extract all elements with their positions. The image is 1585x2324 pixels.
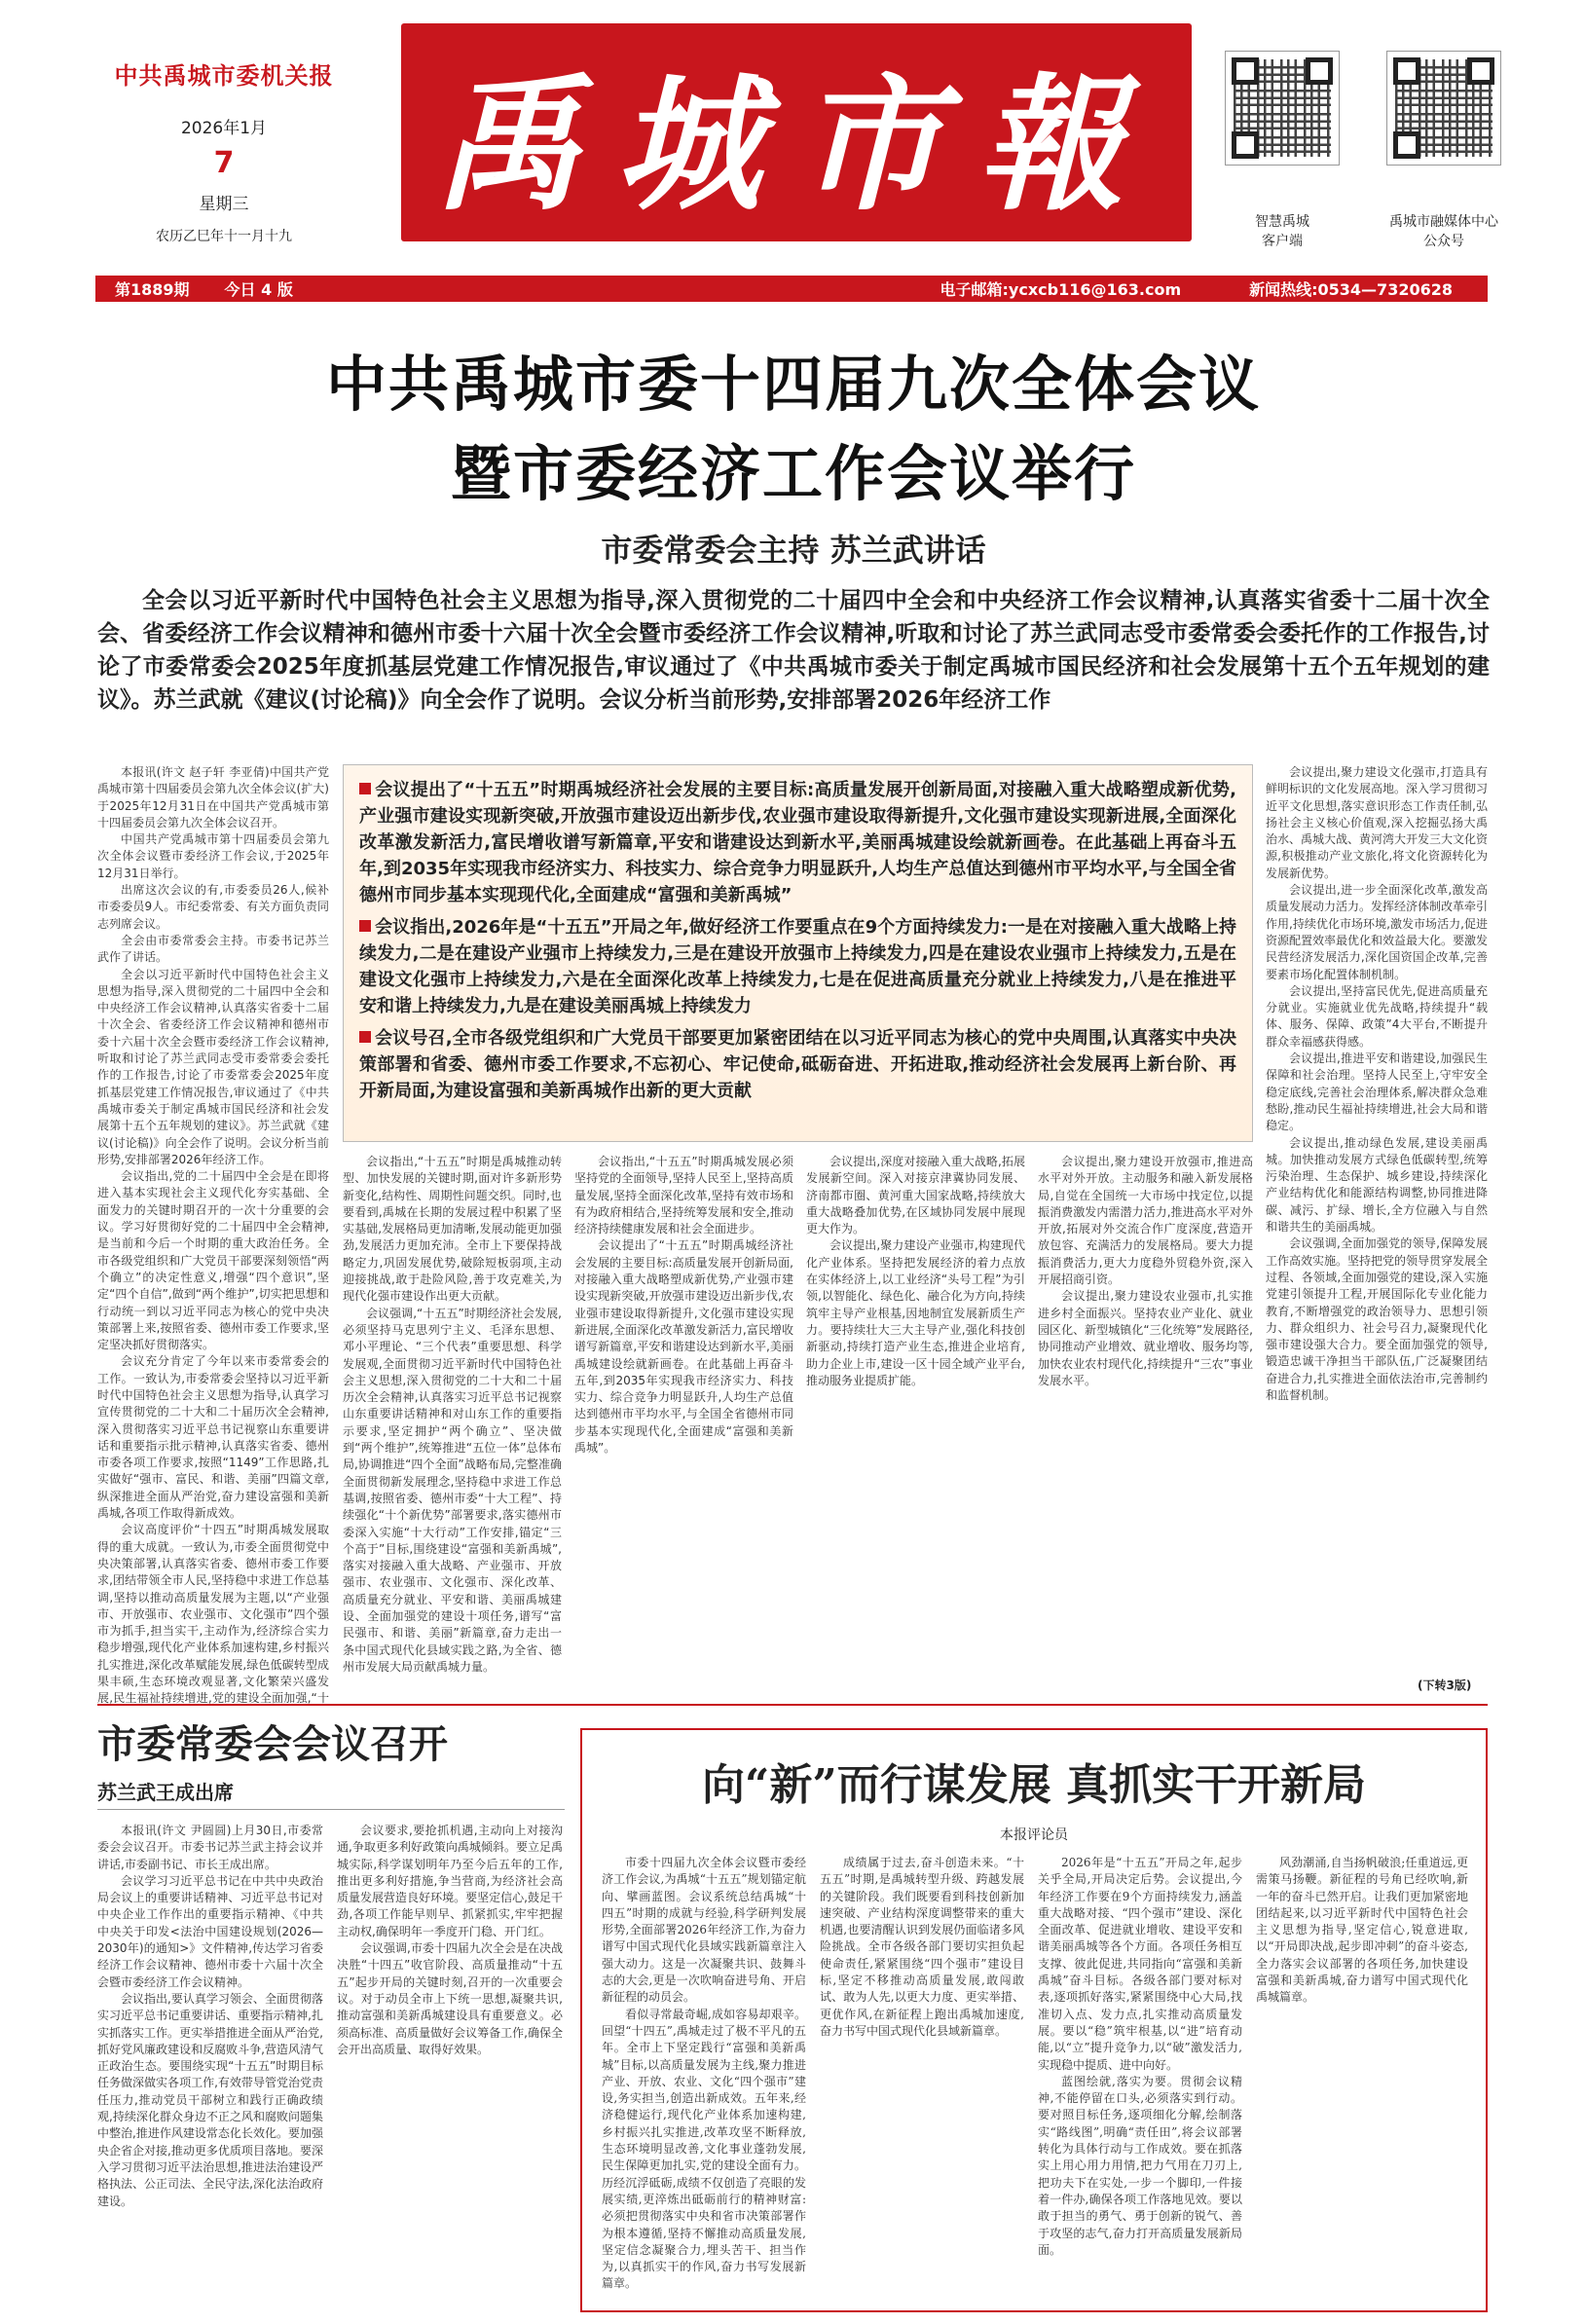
date-lunar: 农历乙巳年十一月十九 [156,229,292,244]
second-article-divider [97,1809,565,1810]
editorial-column-3: 2026年是“十五五”开局之年,起步关乎全局,开局决定后势。会议提出,今年经济工作要在9个方面持续发力,涵盖重大战略对接、“四个强市”建设、深化全面改革、促进就业增收、建设平安和谐美丽禹城等各个方面。各项任务相互支撑、彼此促进,共同指向“富强和美新禹城”奋斗目标。各级各部门要对标对表,逐项抓好落实,紧紧围绕中心大局,找准切入点、发力点,扎实推动高质量发展。要以“稳”筑牢根基,以“进”培育动能,以“立”提升竞争力,以“破”激发活力,实现稳中提质、进中向好。 蓝图绘就,落实为要。贯彻会议精神,不能停留在口头,必须落实到行动。要对照目标任务,逐项细化分解,绘制落实“路线图”,明确“责任田”,将会议部署转化为具体行动与工作成效。要在抓落实上用心用力用情,把力气用在刀刃上,把功夫下在实处,一步一个脚印,一件接着一件办,确保各项工作落地见效。要以敢于担当的勇气、勇于创新的锐气、善于攻坚的志气,奋力打开高质量发展新局面。 [1038,1856,1242,2257]
lead-column-left: 本报讯(许文 赵子轩 李亚倩)中国共产党禹城市第十四届委员会第九次全体会议(扩大)于2025年12月31日在中国共产党禹城市第十四届委员会第九次全体会议召开。 中国共产党禹城市第十四届委员会第九次全体会议暨市委经济工作会议,于2025年12月31日举行。 出席这次会议的有,市委委员26人,候补市委委员9人。市纪委常委、有关方面负责同志列席会议。 全会由市委常委会主持。市委书记苏兰武作了讲话。 全会以习近平新时代中国特色社会主义思想为指导,深入贯彻党的二十届四中全会和中央经济工作会议精神,认真落实省委十二届十次全会、省委经济工作会议精神和德州市委十六届十次全会暨市委经济工作会议精神,听取和讨论了苏兰武同志受市委常委会委托作的工作报告,讨论了市委常委会2025年度抓基层党建工作情况报告,审议通过了《中共禹城市委关于制定禹城市国民经济和社会发展第十五个五年规划的建议》。苏兰武就《建议(讨论稿)》向全会作了说明。会议分析当前形势,安排部署2026年经济工作。 会议指出,党的二十届四中全会是在即将进入基本实现社会主义现代化夯实基础、全面发力的关键时期召开的一次十分重要的会议。学习好贯彻好党的二十届四中全会精神,是当前和今后一个时期的重大政治任务。全市各级党组织和广大党员干部要深刻领悟“两个确立”的决定性意义,增强“四个意识”,坚定“四个自信”,做到“两个维护”,切实把思想和行动统一到以习近平同志为核心的党中央决策部署上来,按照省委、德州市委工作要求,坚定坚决抓好贯彻落实。 会议充分肯定了今年以来市委常委会的工作。一致认为,市委常委会坚持以习近平新时代中国特色社会主义思想为指导,认真学习宣传贯彻党的二十大和二十届历次全会精神,深入贯彻落实习近平总书记视察山东重要讲话和重要指示批示精神,认真落实省委、德州市委各项工作要求,按照“1149”工作思路,扎实做好“强市、富民、和谐、美丽”四篇文章,纵深推进全面从严治党,奋力建设富强和美新禹城,各项工作取得新成效。 会议高度评价“十四五”时期禹城发展取得的重大成就。一致认为,市委全面贯彻党中央决策部署,认真落实省委、德州市委工作要求,团结带领全市人民,坚持稳中求进工作总基调,坚持以推动高质量发展为主题,以“产业强市、开放强市、农业强市、文化强市”四个强市为抓手,担当实干,主动作为,经济综合实力稳步增强,现代化产业体系加速构建,乡村振兴扎实推进,深化改革赋能发展,绿色低碳转型成果丰硕,生态环境改观显著,文化繁荣兴盛发展,民生福祉持续增进,党的建设全面加强,“十 [97,765,329,1704]
second-article-column-1: 本报讯(许文 尹圆圆)上月30日,市委常委会会议召开。市委书记苏兰武主持会议并讲话,市委副书记、市长王成出席。 会议学习习近平总书记在中共中央政治局会议上的重要讲话精神、习近平总书记对中央企业工作作出的重要指示精神、《中共中央关于印发<法治中国建设规划(2026—2030年)的通知>》文件精神,传达学习省委经济工作会议精神、德州市委十六届十次全会暨市委经济工作会议精神。 会议指出,要认真学习领会、全面贯彻落实习近平总书记重要讲话、重要指示精神,扎实抓落实工作。更实举措推进全面从严治党,抓好党风廉政建设和反腐败斗争,营造风清气正政治生态。要围绕实现“十五五”时期目标任务做深做实各项工作,有效带导管党治党责任压力,推动党员干部树立和践行正确政绩观,持续深化群众身边不正之风和腐败问题集中整治,推进作风建设常态化长效化。要加强央企省企对接,推动更多优质项目落地。要深入学习贯彻习近平法治思想,推进法治建设严格执法、公正司法、全民守法,深化法治政府建设。 [97,1824,323,2208]
lead-column-5: 会议提出,聚力建设开放强市,推进高水平对外开放。主动服务和融入新发展格局,自觉在全国统一大市场中找定位,以提振消费激发内需潜力活力,推进高水平对外开放,拓展对外交流合作广度深度,营造开放包容、充满活力的发展格局。要大力提振消费活力,更大力度稳外贸稳外资,深入开展招商引资。 会议提出,聚力建设农业强市,扎实推进乡村全面振兴。坚持农业产业化、就业园区化、新型城镇化“三化统筹”发展路径,协同推动产业增效、就业增收、服务均等,加快农业农村现代化,持续提升“三农”事业发展水平。 [1038,1155,1253,1387]
key-point: 会议指出,2026年是“十五五”开局之年,做好经济工作要重点在9个方面持续发力:一是在对接融入重大战略上持续发力,二是在建设产业强市上持续发力,三是在建设开放强市上持续发力,四是在建设农业强市上持续发力,五是在建设文化强市上持续发力,六是在全面深化改革上持续发力,七是在促进高质量充分就业上持续发力,八是在推进平安和谐上持续发力,九是在建设美丽禹城上持续发力 [359,917,1236,1016]
second-article-subtitle: 苏兰武王成出席 [97,1781,234,1804]
editorial-column-4: 风劲潮涌,自当扬帆破浪;任重道远,更需策马扬鞭。新征程的号角已经吹响,新一年的奋斗已然开启。让我们更加紧密地团结起来,以习近平新时代中国特色社会主义思想为指导,坚定信心,锐意进取,以“开局即决战,起步即冲刺”的奋斗姿态,全力落实会议部署的各项任务,加快建设富强和美新禹城,奋力谱写中国式现代化禹城篇章。 [1256,1856,1468,2005]
key-points-box [343,764,1253,1142]
editorial-column-1: 市委十四届九次全体会议暨市委经济工作会议,为禹城“十五五”规划锚定航向、擘画蓝图。会议系统总结禹城“十四五”时期的成就与经验,科学研判发展形势,全面部署2026年经济工作,为奋力谱写中国式现代化县域实践新篇章注入强大动力。这是一次凝聚共识、鼓舞斗志的大会,更是一次吹响奋进号角、开启新征程的动员会。 看似寻常最奇崛,成如容易却艰辛。回望“十四五”,禹城走过了极不平凡的五年。全市上下坚定践行“富强和美新禹城”目标,以高质量发展为主线,聚力推进产业、开放、农业、文化“四个强市”建设,务实担当,创造出新成效。五年来,经济稳健运行,现代化产业体系加速构建,乡村振兴扎实推进,改革攻坚不断释放,生态环境明显改善,文化事业蓬勃发展,民生保障更加扎实,党的建设全面有力。历经沉浮砥砺,成绩不仅创造了亮眼的发展实绩,更淬炼出砥砺前行的精神财富:必须把贯彻落实中央和省市决策部署作为根本遵循,坚持不懈推动高质量发展,坚定信念凝聚合力,埋头苦干、担当作为,以真抓实干的作风,奋力书写发展新篇章。 [602,1856,806,2291]
qr-code-app[interactable] [1225,51,1340,166]
lead-headline-line2: 暨市委经济工作会议举行 [450,438,1136,509]
lead-column-4: 会议提出,深度对接融入重大战略,拓展发展新空间。深入对接京津冀协同发展、济南都市圈、黄河重大国家战略,持续放大重大战略叠加优势,在区域协同发展中展现更大作为。 会议提出,聚力建设产业强市,构建现代化产业体系。坚持把发展经济的着力点放在实体经济上,以工业经济“头号工程”为引领,以智能化、绿色化、融合化为方向,持续筑牢主导产业根基,因地制宜发展新质生产力。要持续壮大三大主导产业,强化科技创新驱动,持续打造产业生态,推进企业培育,助力企业上市,建设一区十园全域产业平台,推动服务业提质扩能。 [806,1155,1025,1387]
editorial-column-2: 成绩属于过去,奋斗创造未来。“十五五”时期,是禹城转型升级、跨越发展的关键阶段。我们既要看到科技创新加速突破、产业结构深度调整带来的重大机遇,也要清醒认识到发展仍面临诸多风险挑战。全市各级各部门要切实担负起使命责任,紧紧围绕“四个强市”建设目标,坚定不移推动高质量发展,敢闯敢试、敢为人先,以更大力度、更实举措、更优作风,在新征程上跑出禹城加速度,奋力书写中国式现代化县域新篇章。 [820,1856,1024,2038]
lead-column-3: 会议指出,“十五五”时期禹城发展必须坚持党的全面领导,坚持人民至上,坚持高质量发展,坚持全面深化改革,坚持有效市场和有为政府相结合,坚持统筹发展和安全,推动经济持续健康发展和社会全面进步。 会议提出了“十五五”时期禹城经济社会发展的主要目标:高质量发展开创新局面,对接融入重大战略塑成新优势,产业强市建设实现新突破,开放强市建设迈出新步伐,农业强市建设取得新提升,文化强市建设实现新进展,全面深化改革激发新活力,富民增收谱写新篇章,平安和谐建设达到新水平,美丽禹城建设绘就新画卷。在此基础上再奋斗五年,到2035年实现我市经济实力、科技实力、综合竞争力明显跃升,人均生产总值达到德州市平均水平,与全国全省德州市同步基本实现现代化,全面建成“富强和美新禹城”。 [574,1155,793,1456]
contact-email: 电子邮箱:ycxcb116@163.com [940,280,1182,299]
masthead-info [97,56,350,245]
editorial-byline: 本报评论员 [1000,1827,1068,1843]
newspaper-logo-text: 禹城市報 [433,59,1159,231]
lead-headline-line1: 中共禹城市委十四届九次全体会议 [325,349,1261,420]
news-hotline: 新闻热线:0534—7320628 [1249,280,1453,299]
lead-summary: 全会以习近平新时代中国特色社会主义思想为指导,深入贯彻党的二十届四中全会和中央经济工作会议精神,认真落实省委十二届十次全会、省委经济工作会议精神和德州市委十六届十次全会暨市委经济工作会议精神,听取和讨论了苏兰武同志受市委常委会委托作的工作报告,讨论了市委常委会2025年度抓基层党建工作情况报告,审议通过了《中共禹城市委关于制定禹城市国民经济和社会发展第十五个五年规划的建议》。苏兰武就《建议(讨论稿)》向全会作了说明。会议分析当前形势,安排部署2026年经济工作 [97,588,1490,713]
qr-code-official-account[interactable] [1386,51,1501,166]
lead-column-right: 会议提出,聚力建设文化强市,打造具有鲜明标识的文化发展高地。深入学习贯彻习近平文化思想,落实意识形态工作责任制,弘扬社会主义核心价值观,深入挖掘弘扬大禹治水、禹城大战、黄河湾大开发三大文化资源,积极推动产业文旅化,将文化资源转化为发展新优势。 会议提出,进一步全面深化改革,激发高质量发展动力活力。发挥经济体制改革牵引作用,持续优化市场环境,激发市场活力,促进资源配置效率最优化和效益最大化。要激发民营经济发展活力,深化国资国企改革,完善要素市场化配置体制机制。 会议提出,坚持富民优先,促进高质量充分就业。实施就业优先战略,持续提升“载体、服务、保障、政策”4大平台,不断提升群众幸福感获得感。 会议提出,推进平安和谐建设,加强民生保障和社会治理。坚持人民至上,守牢安全稳定底线,完善社会治理体系,解决群众急难愁盼,推动民生福祉持续增进,社会大局和谐稳定。 会议提出,推动绿色发展,建设美丽禹城。加快推动发展方式绿色低碳转型,统筹污染治理、生态保护、城乡建设,持续深化产业结构优化和能源结构调整,协同推进降碳、减污、扩绿、增长,全方位融入与自然和谐共生的美丽禹城。 会议强调,全面加强党的领导,保障发展工作高效实施。坚持把党的领导贯穿发展全过程、各领域,全面加强党的建设,深入实施党建引领提升工程,开展国际化专业化能力教育,不断增强党的政治领导力、思想引领力、群众组织力、社会号召力,凝聚现代化强市建设强大合力。要全面加强党的领导,锻造忠诚干净担当干部队伍,广泛凝聚团结奋进合力,扎实推进全面依法治市,完善制约和监督机制。 [1266,765,1488,1402]
key-point: 会议提出了“十五五”时期禹城经济社会发展的主要目标:高质量发展开创新局面,对接融入重大战略塑成新优势,产业强市建设实现新突破,开放强市建设迈出新步伐,农业强市建设取得新提升,文化强市建设实现新进展,全面深化改革激发新活力,富民增收谱写新篇章,平安和谐建设达到新水平,美丽禹城建设绘就新画卷。在此基础上再奋斗五年,到2035年实现我市经济实力、科技实力、综合竞争力明显跃升,人均生产总值达到德州市平均水平,与全国全省德州市同步基本实现现代化,全面建成“富强和美新禹城” [359,780,1236,905]
second-article-title: 市委常委会会议召开 [97,1722,448,1767]
second-article-column-2: 会议要求,要抢抓机遇,主动向上对接沟通,争取更多利好政策向禹城倾斜。要立足禹城实际,科学谋划明年乃至今后五年的工作,推出更多利好措施,争当营商,为经济社会高质量发展营造良好环境。要坚定信心,鼓足干劲,各项工作能早则早、抓紧抓实,牢牢把握主动权,确保明年一季度开门稳、开门红。 会议强调,市委十四届九次全会是在决战决胜“十四五”收官阶段、高质量推动“十五五”起步开局的关键时刻,召开的一次重要会议。对于动员全市上下统一思想,凝聚共识,推动富强和美新禹城建设具有重要意义。必须高标准、高质量做好会议筹备工作,确保全会开出高质量、取得好效果。 [337,1824,563,2056]
newspaper-logo [401,23,1192,241]
lead-subtitle: 市委常委会主持 苏兰武讲话 [601,532,986,569]
issue-info-bar [95,276,1488,302]
editorial-title: 向“新”而行谋发展 真抓实干开新局 [702,1760,1366,1810]
qr-official-account-label: 禹城市融媒体中心 公众号 [1389,214,1498,249]
qr-app-label: 智慧禹城 客户端 [1255,214,1309,249]
date-year-month: 2026年1月 [180,119,268,138]
page-count: 今日 4 版 [224,280,293,299]
key-point: 会议号召,全市各级党组织和广大党员干部要更加紧密团结在以习近平同志为核心的党中央周围,认真落实中央决策部署和省委、德州市委工作要求,不忘初心、牢记使命,砥砺奋进、开拓进取,推动经济社会发展再上新台阶、再开新局面,为建设富强和美新禹城作出新的更大贡献 [359,1028,1236,1101]
continued-note[interactable]: (下转3版) [1418,1678,1472,1692]
issue-number: 第1889期 [115,280,190,299]
lead-column-2: 会议指出,“十五五”时期是禹城推动转型、加快发展的关键时期,面对许多新形势新变化,结构性、周期性问题交织。同时,也要看到,禹城在长期的发展过程中积累了坚实基础,发展格局更加清晰,发展动能更加强劲,发展活力更加充沛。全市上下要保持战略定力,巩固发展优势,破除短板弱项,主动迎接挑战,敢于赴险风险,善于攻克难关,为现代化强市建设作出更大贡献。 会议强调,“十五五”时期经济社会发展,必须坚持马克思列宁主义、毛泽东思想、邓小平理论、“三个代表”重要思想、科学发展观,全面贯彻习近平新时代中国特色社会主义思想,深入贯彻党的二十大和二十届历次全会精神,认真落实习近平总书记视察山东重要讲话精神和对山东工作的重要指示要求,坚定拥护“两个确立”、坚决做到“两个维护”,统筹推进“五位一体”总体布局,协调推进“四个全面”战略布局,完整准确全面贯彻新发展理念,坚持稳中求进工作总基调,按照省委、德州市委“十大工程”、持续强化“十个新优势”部署要求,落实德州市委深入实施“十大行动”工作安排,锚定“三个高于”目标,围绕建设“富强和美新禹城”,落实对接融入重大战略、产业强市、开放强市、农业强市、文化强市、深化改革、高质量充分就业、平安和谐、美丽禹城建设、全面加强党的建设十项任务,谱写“富民强市、和谐、美丽”新篇章,奋力走出一条中国式现代化县域实践之路,为全省、德州市发展大局贡献禹城力量。 [343,1155,562,1674]
paper-owner: 中共禹城市委机关报 [114,61,334,90]
date-day: 7 [213,146,235,180]
editorial-box [580,1728,1488,2312]
date-weekday: 星期三 [199,195,249,214]
section-divider [97,1704,1488,1706]
